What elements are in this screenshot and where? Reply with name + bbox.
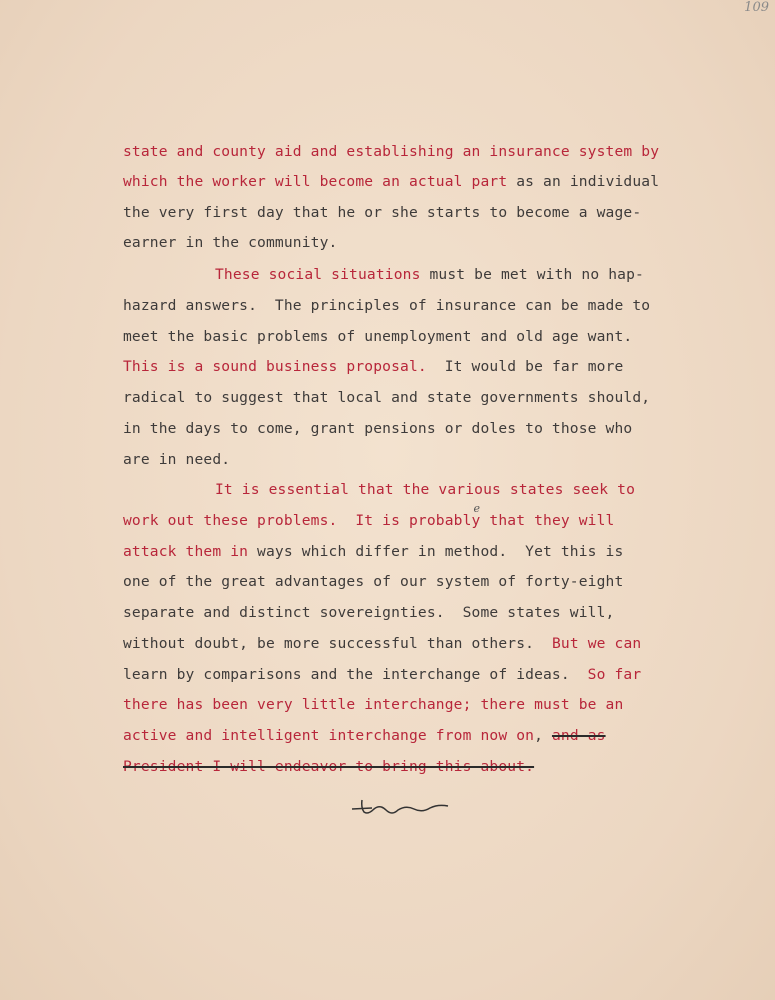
red-text: there has been very little interchange; there must be an	[123, 696, 624, 713]
text-line	[215, 266, 644, 283]
text-line	[123, 573, 623, 590]
text-line	[123, 328, 632, 345]
red-text: y e	[471, 502, 481, 529]
struck-text: and as	[551, 727, 606, 744]
black-text: hazard answers. The principles of insurance can be made to	[123, 297, 651, 314]
black-text: earner in the community.	[123, 234, 338, 251]
text-line	[123, 451, 230, 468]
black-text: radical to suggest that local and state governments should,	[123, 389, 651, 406]
black-text: must be met with no hap-	[420, 266, 644, 283]
red-text: These social situations	[215, 266, 421, 283]
text-line	[123, 297, 650, 314]
black-text: ways which differ in method. Yet this is	[248, 543, 624, 560]
struck-text: President I will endeavor to bring this about.	[123, 758, 535, 775]
text-line	[123, 420, 632, 437]
red-text: So far	[569, 666, 642, 683]
red-text: This is a sound business proposal.	[123, 358, 427, 375]
text-line	[123, 666, 641, 683]
red-text: which the worker will become an actual part	[123, 173, 508, 190]
black-text: learn by comparisons and the interchange of ideas.	[123, 666, 570, 683]
text-line	[123, 543, 623, 560]
text-line	[123, 635, 641, 652]
handwritten-insertion: e	[473, 502, 481, 515]
red-text: attack them in	[123, 543, 249, 560]
text-line	[123, 143, 659, 160]
red-text: state and county aid and establishing an insurance system by	[123, 143, 660, 160]
text-line	[123, 758, 534, 775]
text-line	[123, 173, 659, 190]
black-text: It would be far more	[426, 358, 624, 375]
handwritten-end-mark	[350, 796, 455, 820]
text-line	[123, 389, 650, 406]
text-line	[123, 204, 641, 221]
text-line	[123, 727, 606, 744]
black-text: as an individual	[507, 173, 660, 190]
red-text: work out these problems. It is probabl	[123, 512, 472, 529]
black-text: separate and distinct sovereignties. Some states will,	[123, 604, 615, 621]
black-text: ,	[534, 727, 552, 744]
red-text: active and intelligent interchange from now on	[123, 727, 535, 744]
text-line	[123, 234, 337, 251]
red-text: that they will	[480, 512, 615, 529]
page-number: 109	[744, 0, 769, 15]
text-line	[123, 502, 615, 529]
text-line	[123, 696, 623, 713]
black-text: meet the basic problems of unemployment and old age want.	[123, 328, 633, 345]
black-text: the very first day that he or she starts to become a wage-	[123, 204, 642, 221]
black-text: without doubt, be more successful than others.	[123, 635, 535, 652]
text-line	[123, 358, 623, 375]
red-text: But we can	[534, 635, 642, 652]
text-line	[215, 481, 635, 498]
black-text: are in need.	[123, 451, 231, 468]
red-text: It is essential that the various states seek to	[215, 481, 636, 498]
black-text: one of the great advantages of our system of forty-eight	[123, 573, 624, 590]
black-text: in the days to come, grant pensions or doles to those who	[123, 420, 633, 437]
text-line	[123, 604, 615, 621]
